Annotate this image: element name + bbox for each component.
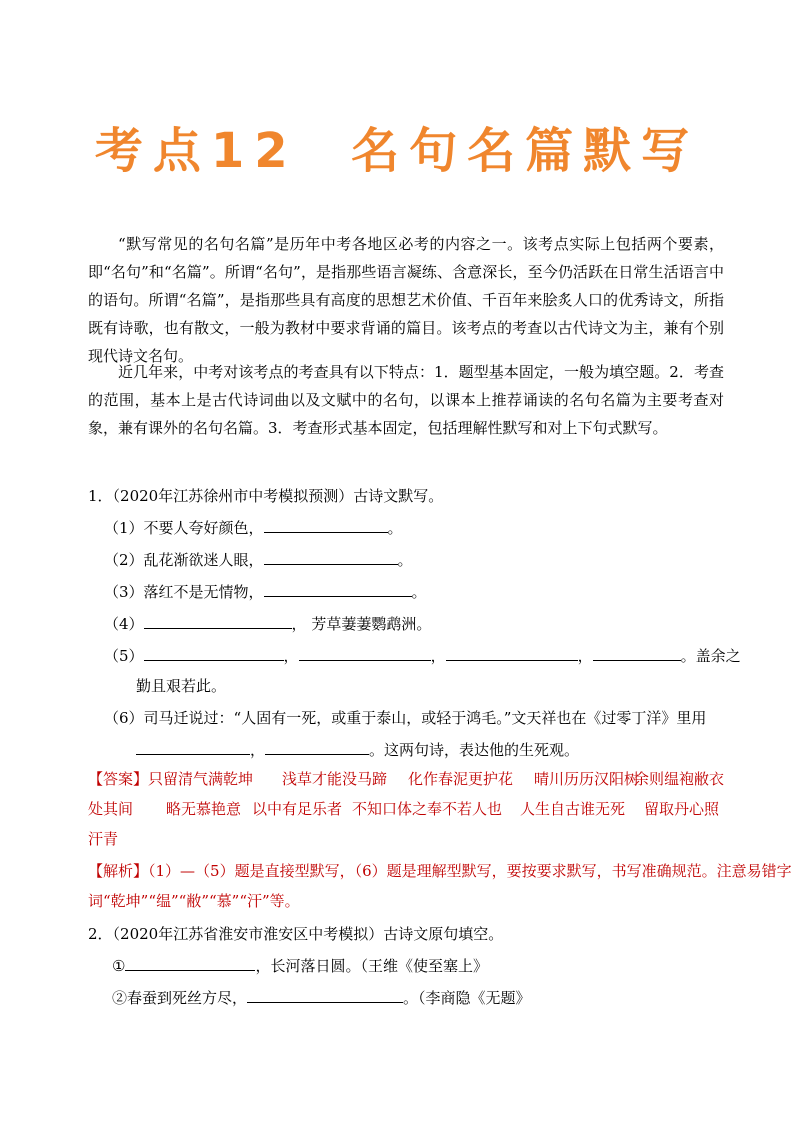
answer-3: 化作春泥更护花 bbox=[408, 770, 514, 788]
q2-item-2: ②春蚕到死丝方尽， 。（李商隐《无题》 bbox=[112, 989, 531, 1007]
q1-item-5: （5） ， ， ， 。盖余之 bbox=[104, 647, 741, 665]
q1-item-2: （2）乱花渐欲迷人眼， 。 bbox=[104, 551, 413, 569]
q1-item-5-cont: 勤且艰若此。 bbox=[136, 677, 227, 695]
answer-1: 只留清气满乾坤 bbox=[148, 770, 254, 788]
page-title: 考点12 名句名篇默写 bbox=[94, 123, 700, 179]
analysis-line-2: 词“乾坤”“缊”“敝”“慕”“汗”等。 bbox=[88, 892, 300, 910]
answer-5-cont: 处其间 bbox=[88, 800, 134, 818]
answer-7: 以中有足乐者 bbox=[252, 800, 343, 818]
answer-5: 余则缊袍敝衣 bbox=[634, 770, 725, 788]
q2-stem: 2．（2020年江苏省淮安市淮安区中考模拟）古诗文原句填空。 bbox=[88, 925, 504, 943]
intro-paragraph-1: “默写常见的名句名篇”是历年中考各地区必考的内容之一。该考点实际上包括两个要素，即“名句”和“名篇”。所谓“名句”，是指那些语言凝练、含意深长，至今仍活跃在日常生活语言中的语句。所谓“名篇”，是指那些具有高度的思想艺术价值、千百年来脍炙人口的优秀诗文，所指既有诗歌，也有散文，一般为教材中要求背诵的篇目。该考点的考查以古代诗文为主，兼有个别现代诗文名句。 bbox=[88, 235, 724, 365]
answer-8: 不知口体之奉不若人也 bbox=[352, 800, 503, 818]
answer-10-cont: 汗青 bbox=[88, 830, 119, 848]
answer-2: 浅草才能没马蹄 bbox=[282, 770, 388, 788]
q2-item-1: ① ，长河落日圆。（王维《使至塞上》 bbox=[112, 957, 488, 975]
q1-item-6: （6）司马迁说过：“人固有一死，或重于泰山，或轻于鸿毛。”文天祥也在《过零丁洋》里用 bbox=[104, 709, 707, 727]
answer-9: 人生自古谁无死 bbox=[520, 800, 626, 818]
q1-item-3: （3）落红不是无情物， 。 bbox=[104, 583, 427, 601]
q1-stem: 1．（2020年江苏徐州市中考模拟预测）古诗文默写。 bbox=[88, 487, 444, 505]
answer-6: 略无慕艳意 bbox=[166, 800, 242, 818]
intro-paragraph-2: 近几年来，中考对该考点的考查具有以下特点：1．题型基本固定，一般为填空题。2．考查的范围，基本上是古代诗词曲以及文赋中的名句，以课本上推荐诵读的名句名篇为主要考查对象，兼有课外的名句名篇。3．考查形式基本固定，包括理解性默写和对上下句式默写。 bbox=[88, 363, 724, 437]
answer-tag: 【答案】 bbox=[88, 770, 149, 788]
analysis-line-1: 【解析】（1）—（5）题是直接型默写，（6）题是理解型默写，要按要求默写，书写准确规范。注意易错字 bbox=[88, 862, 792, 880]
q1-item-4: （4） ， 芳草萋萋鹦鹉洲。 bbox=[104, 615, 432, 633]
q1-item-1: （1）不要人夸好颜色， 。 bbox=[104, 519, 403, 537]
q1-item-6-blanks: ， 。这两句诗，表达他的生死观。 bbox=[136, 738, 579, 762]
answer-4: 晴川历历汉阳树 bbox=[534, 770, 640, 788]
answer-10: 留取丹心照 bbox=[644, 800, 720, 818]
